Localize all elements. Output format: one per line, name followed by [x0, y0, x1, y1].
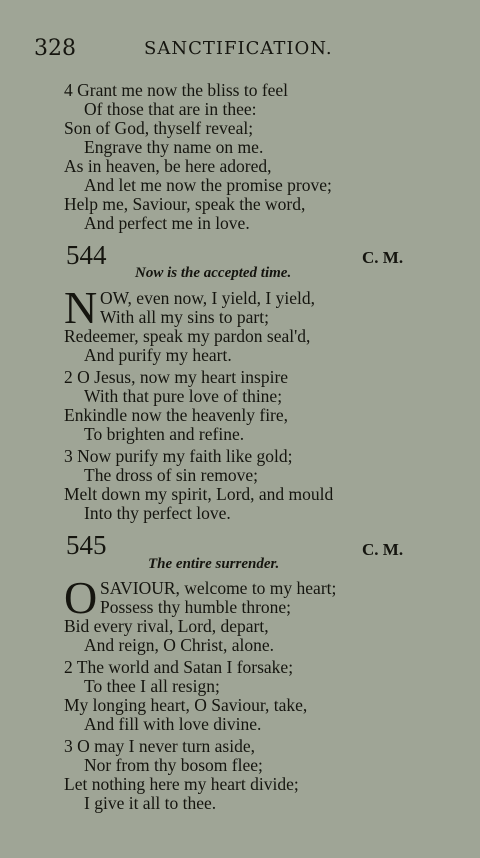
verse-line: Melt down my spirit, Lord, and mould	[64, 484, 334, 504]
hymn-number: 544	[66, 240, 107, 270]
verse-line: Redeemer, speak my pardon seal'd,	[64, 326, 311, 346]
verse-line: 2 O Jesus, now my heart inspire	[64, 367, 289, 387]
verse-line: Nor from thy bosom flee;	[84, 755, 263, 775]
verse-line: And reign, O Christ, alone.	[84, 635, 275, 655]
running-head: SANCTIFICATION.	[144, 38, 333, 59]
hymn-meter: C. M.	[362, 248, 404, 267]
verse-line: And let me now the promise prove;	[84, 175, 332, 195]
verse-line: As in heaven, be here adored,	[64, 156, 272, 176]
verse-line: 3 Now purify my faith like gold;	[64, 446, 293, 466]
page-header	[34, 36, 440, 66]
verse-line: Engrave thy name on me.	[84, 137, 264, 157]
verse-line: Help me, Saviour, speak the word,	[64, 194, 306, 214]
verse-line: Son of God, thyself reveal;	[64, 118, 254, 138]
page-number: 328	[34, 36, 76, 61]
verse-line: Possess thy humble throne;	[100, 597, 292, 617]
verse-line: Enkindle now the heavenly fire,	[64, 405, 289, 425]
verse-line: Into thy perfect love.	[84, 503, 231, 523]
verse-line: To thee I all resign;	[84, 676, 220, 696]
verse-line: And fill with love divine.	[84, 714, 262, 734]
verse-line: Of those that are in thee:	[84, 99, 257, 119]
verse-line: 3 O may I never turn aside,	[64, 736, 255, 756]
hymn-title: Now is the accepted time.	[135, 265, 292, 281]
verse-line: And purify my heart.	[84, 345, 232, 365]
hymn-number: 545	[66, 530, 107, 560]
verse-line: To brighten and refine.	[84, 424, 245, 444]
drop-cap: N	[64, 282, 98, 333]
verse-line: Let nothing here my heart divide;	[64, 774, 299, 794]
verse-line: The dross of sin remove;	[84, 465, 258, 485]
verse-line: SAVIOUR, welcome to my heart;	[100, 578, 337, 598]
hymn-title: The entire surrender.	[148, 556, 280, 572]
verse-line: OW, even now, I yield, I yield,	[100, 288, 315, 308]
hymn-meter: C. M.	[362, 540, 404, 559]
verse-line: 2 The world and Satan I forsake;	[64, 657, 294, 677]
drop-cap: O	[64, 572, 98, 623]
verse-line: Bid every rival, Lord, depart,	[64, 616, 269, 636]
verse-line: With all my sins to part;	[100, 307, 269, 327]
verse-line: 4 Grant me now the bliss to feel	[64, 80, 289, 100]
verse-line: I give it all to thee.	[84, 793, 217, 813]
verse-line: With that pure love of thine;	[84, 386, 283, 406]
verse-line: And perfect me in love.	[84, 213, 250, 233]
verse-line: My longing heart, O Saviour, take,	[64, 695, 308, 715]
